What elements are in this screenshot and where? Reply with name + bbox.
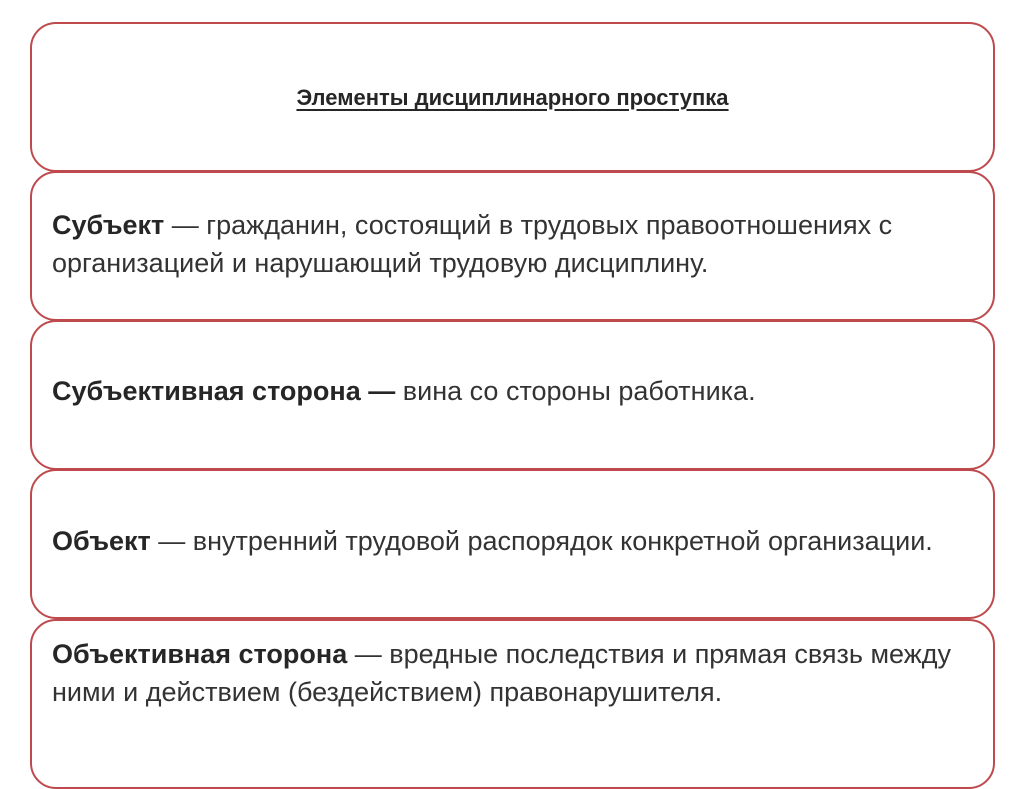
element-description [52, 522, 933, 560]
element-term: Субъект [52, 210, 165, 240]
element-text: вина со стороны работника. [402, 376, 756, 406]
element-term: Объект [52, 526, 151, 556]
element-text: вредные последствия и прямая связь между ними и действием (бездействием) правонарушителя. [52, 639, 952, 707]
element-term: Субъективная сторона — [52, 376, 396, 406]
element-box-subject [30, 171, 995, 321]
element-description [52, 206, 973, 282]
title-box [30, 22, 995, 172]
element-description [52, 635, 973, 711]
element-separator: — [347, 639, 390, 669]
element-box-objective-side [30, 619, 995, 789]
element-box-subjective-side [30, 320, 995, 470]
element-term: Объективная сторона [52, 639, 348, 669]
element-box-object [30, 469, 995, 619]
element-separator: — [150, 526, 193, 556]
element-description [52, 372, 756, 410]
element-separator: — [164, 210, 207, 240]
diagram-title: Элементы дисциплинарного проступка [296, 85, 729, 110]
element-separator [395, 376, 403, 406]
element-text: внутренний трудовой распорядок конкретной организации. [192, 526, 933, 556]
element-text: гражданин, состоящий в трудовых правоотношениях с организацией и нарушающий трудовую дисциплину. [52, 210, 893, 278]
